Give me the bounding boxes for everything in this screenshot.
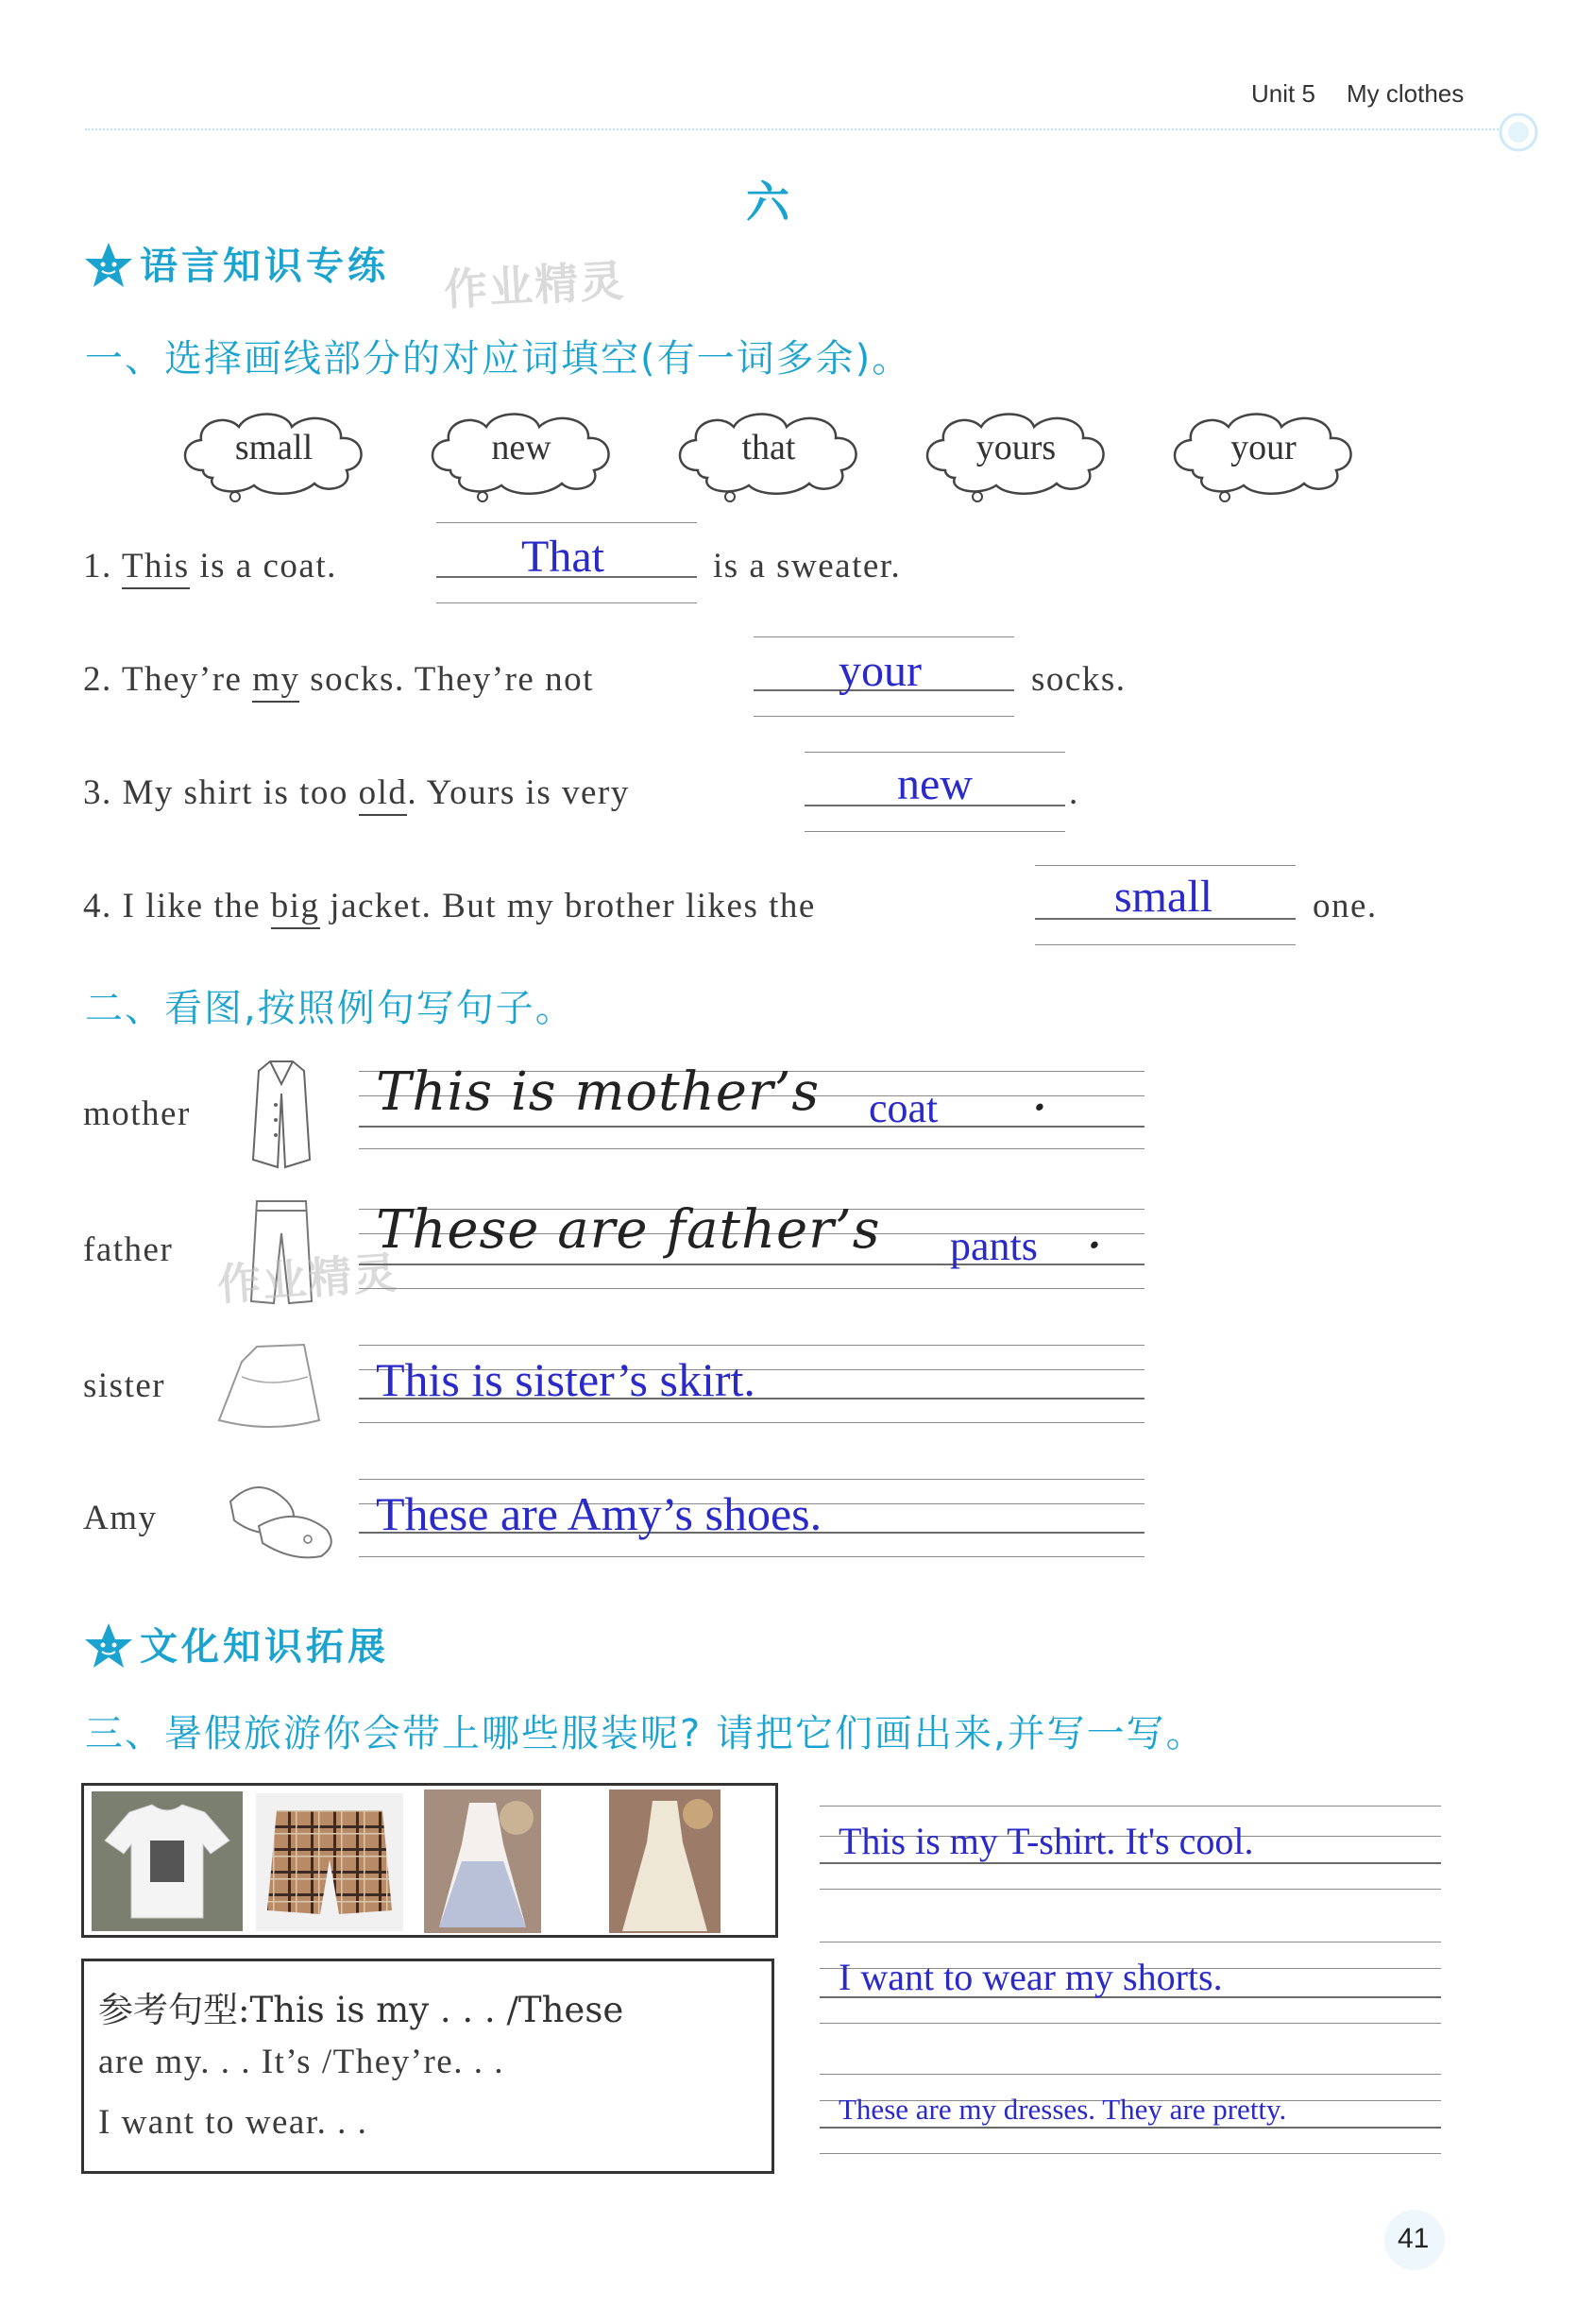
unit-label: Unit 5	[1251, 79, 1315, 108]
answer-text: new	[897, 759, 973, 809]
reference-label: 参考句型:	[98, 1990, 250, 2030]
guide-line	[359, 1479, 1145, 1480]
item-text: I like the	[122, 887, 271, 925]
item-text: jacket. But my brother likes the	[319, 887, 816, 925]
reference-line-2: are my. . . It’s /They’re. . .	[98, 2043, 504, 2081]
header-circle-icon	[1498, 111, 1539, 153]
guide-line	[820, 2023, 1441, 2024]
reference-text: This is my . . . /These	[249, 1990, 624, 2030]
person-label: father	[83, 1230, 174, 1269]
long-dress-photo	[609, 1790, 721, 1933]
unit-title: My clothes	[1347, 79, 1465, 108]
item-text-after: .	[1069, 773, 1079, 812]
coat-icon	[247, 1056, 315, 1173]
guide-line	[820, 1889, 1441, 1890]
writing-line	[820, 2127, 1441, 2129]
item-text-after: is a sweater.	[713, 547, 902, 585]
answer-text: small	[1114, 872, 1212, 922]
underlined-word: big	[271, 887, 320, 929]
reference-line-1	[98, 1981, 623, 2032]
item-2	[83, 659, 594, 700]
item-text-after: one.	[1313, 887, 1378, 925]
guide-line	[805, 831, 1065, 832]
part3-instruction: 三、暑假旅游你会带上哪些服装呢? 请把它们画出来,并写一写。	[85, 1712, 1206, 1756]
dress-photo	[424, 1790, 541, 1933]
guide-line	[820, 2074, 1441, 2075]
guide-line	[1035, 865, 1296, 866]
item-text: is a coat.	[189, 547, 337, 585]
underlined-word: my	[252, 660, 299, 703]
section-title-language: 语言知识专练	[140, 245, 389, 288]
guide-line	[436, 522, 697, 523]
item-text: . Yours is very	[407, 773, 630, 812]
watermark: 作业精灵	[215, 1247, 400, 1311]
answer-text: your	[839, 646, 922, 696]
item-text: My shirt is too	[122, 773, 359, 812]
tshirt-photo	[92, 1791, 243, 1931]
word-bank-cloud	[665, 404, 873, 508]
guide-line	[359, 1288, 1145, 1289]
drawing-box	[81, 1783, 778, 1938]
item-text-after: socks.	[1031, 660, 1127, 699]
item-text: socks. They’re not	[299, 660, 594, 699]
word-bank-word: that	[741, 428, 796, 467]
section-title-culture: 文化知识拓展	[140, 1625, 389, 1669]
guide-line	[820, 2153, 1441, 2154]
guide-line	[359, 1345, 1145, 1346]
writing-line	[359, 1126, 1145, 1128]
watermark: 作业精灵	[442, 255, 627, 315]
item-number: 3.	[83, 773, 112, 812]
part2-instruction: 二、看图,按照例句写句子。	[85, 987, 575, 1030]
shoes-icon	[221, 1464, 344, 1573]
answer-text: This is sister’s skirt.	[376, 1353, 755, 1406]
reference-line-3: I want to wear. . .	[98, 2103, 368, 2142]
example-sentence: This is mother’s	[376, 1061, 821, 1123]
sentence-period: .	[1086, 1199, 1104, 1261]
person-label: sister	[83, 1366, 166, 1405]
person-label: Amy	[83, 1499, 158, 1537]
item-number: 2.	[83, 660, 112, 699]
shorts-photo	[256, 1793, 403, 1931]
star-icon	[83, 240, 134, 291]
underlined-word: old	[359, 773, 408, 816]
skirt-icon	[213, 1339, 325, 1433]
item-text: They’re	[121, 660, 253, 699]
answer-text: pants	[950, 1223, 1038, 1269]
item-4	[83, 886, 816, 926]
guide-line	[359, 1556, 1145, 1557]
example-sentence: These are father’s	[376, 1199, 881, 1261]
guide-line	[359, 1422, 1145, 1423]
item-3	[83, 772, 630, 813]
word-bank-cloud	[1160, 404, 1367, 508]
header-rule	[85, 128, 1501, 130]
word-bank-cloud	[912, 404, 1120, 508]
page-number: 41	[1398, 2223, 1430, 2254]
word-bank-word: new	[491, 428, 551, 467]
underlined-word: This	[122, 547, 190, 589]
guide-line	[1035, 944, 1296, 945]
answer-text: This is my T-shirt. It's cool.	[839, 1820, 1254, 1862]
guide-line	[805, 752, 1065, 753]
guide-line	[820, 1806, 1441, 1807]
answer-text: That	[521, 532, 604, 582]
guide-line	[359, 1148, 1145, 1149]
star-icon	[83, 1620, 134, 1671]
guide-line	[436, 602, 697, 603]
word-bank-word: your	[1230, 428, 1297, 467]
word-bank-word: yours	[975, 428, 1057, 467]
word-bank-cloud	[170, 404, 378, 508]
page-heading: 六	[746, 177, 789, 228]
answer-text: These are Amy’s shoes.	[376, 1487, 822, 1540]
person-label: mother	[83, 1094, 191, 1133]
answer-text: These are my dresses. They are pretty.	[839, 2093, 1287, 2126]
word-bank-cloud	[417, 404, 625, 508]
sentence-period: .	[1031, 1061, 1049, 1123]
guide-line	[754, 636, 1014, 637]
part1-instruction: 一、选择画线部分的对应词填空(有一词多余)。	[85, 337, 912, 381]
item-number: 1.	[83, 547, 112, 585]
item-number: 4.	[83, 887, 112, 925]
item-1	[83, 546, 337, 586]
answer-text: coat	[869, 1085, 939, 1131]
answer-text: I want to wear my shorts.	[839, 1956, 1223, 1998]
guide-line	[754, 716, 1014, 717]
word-bank-word: small	[234, 428, 314, 467]
